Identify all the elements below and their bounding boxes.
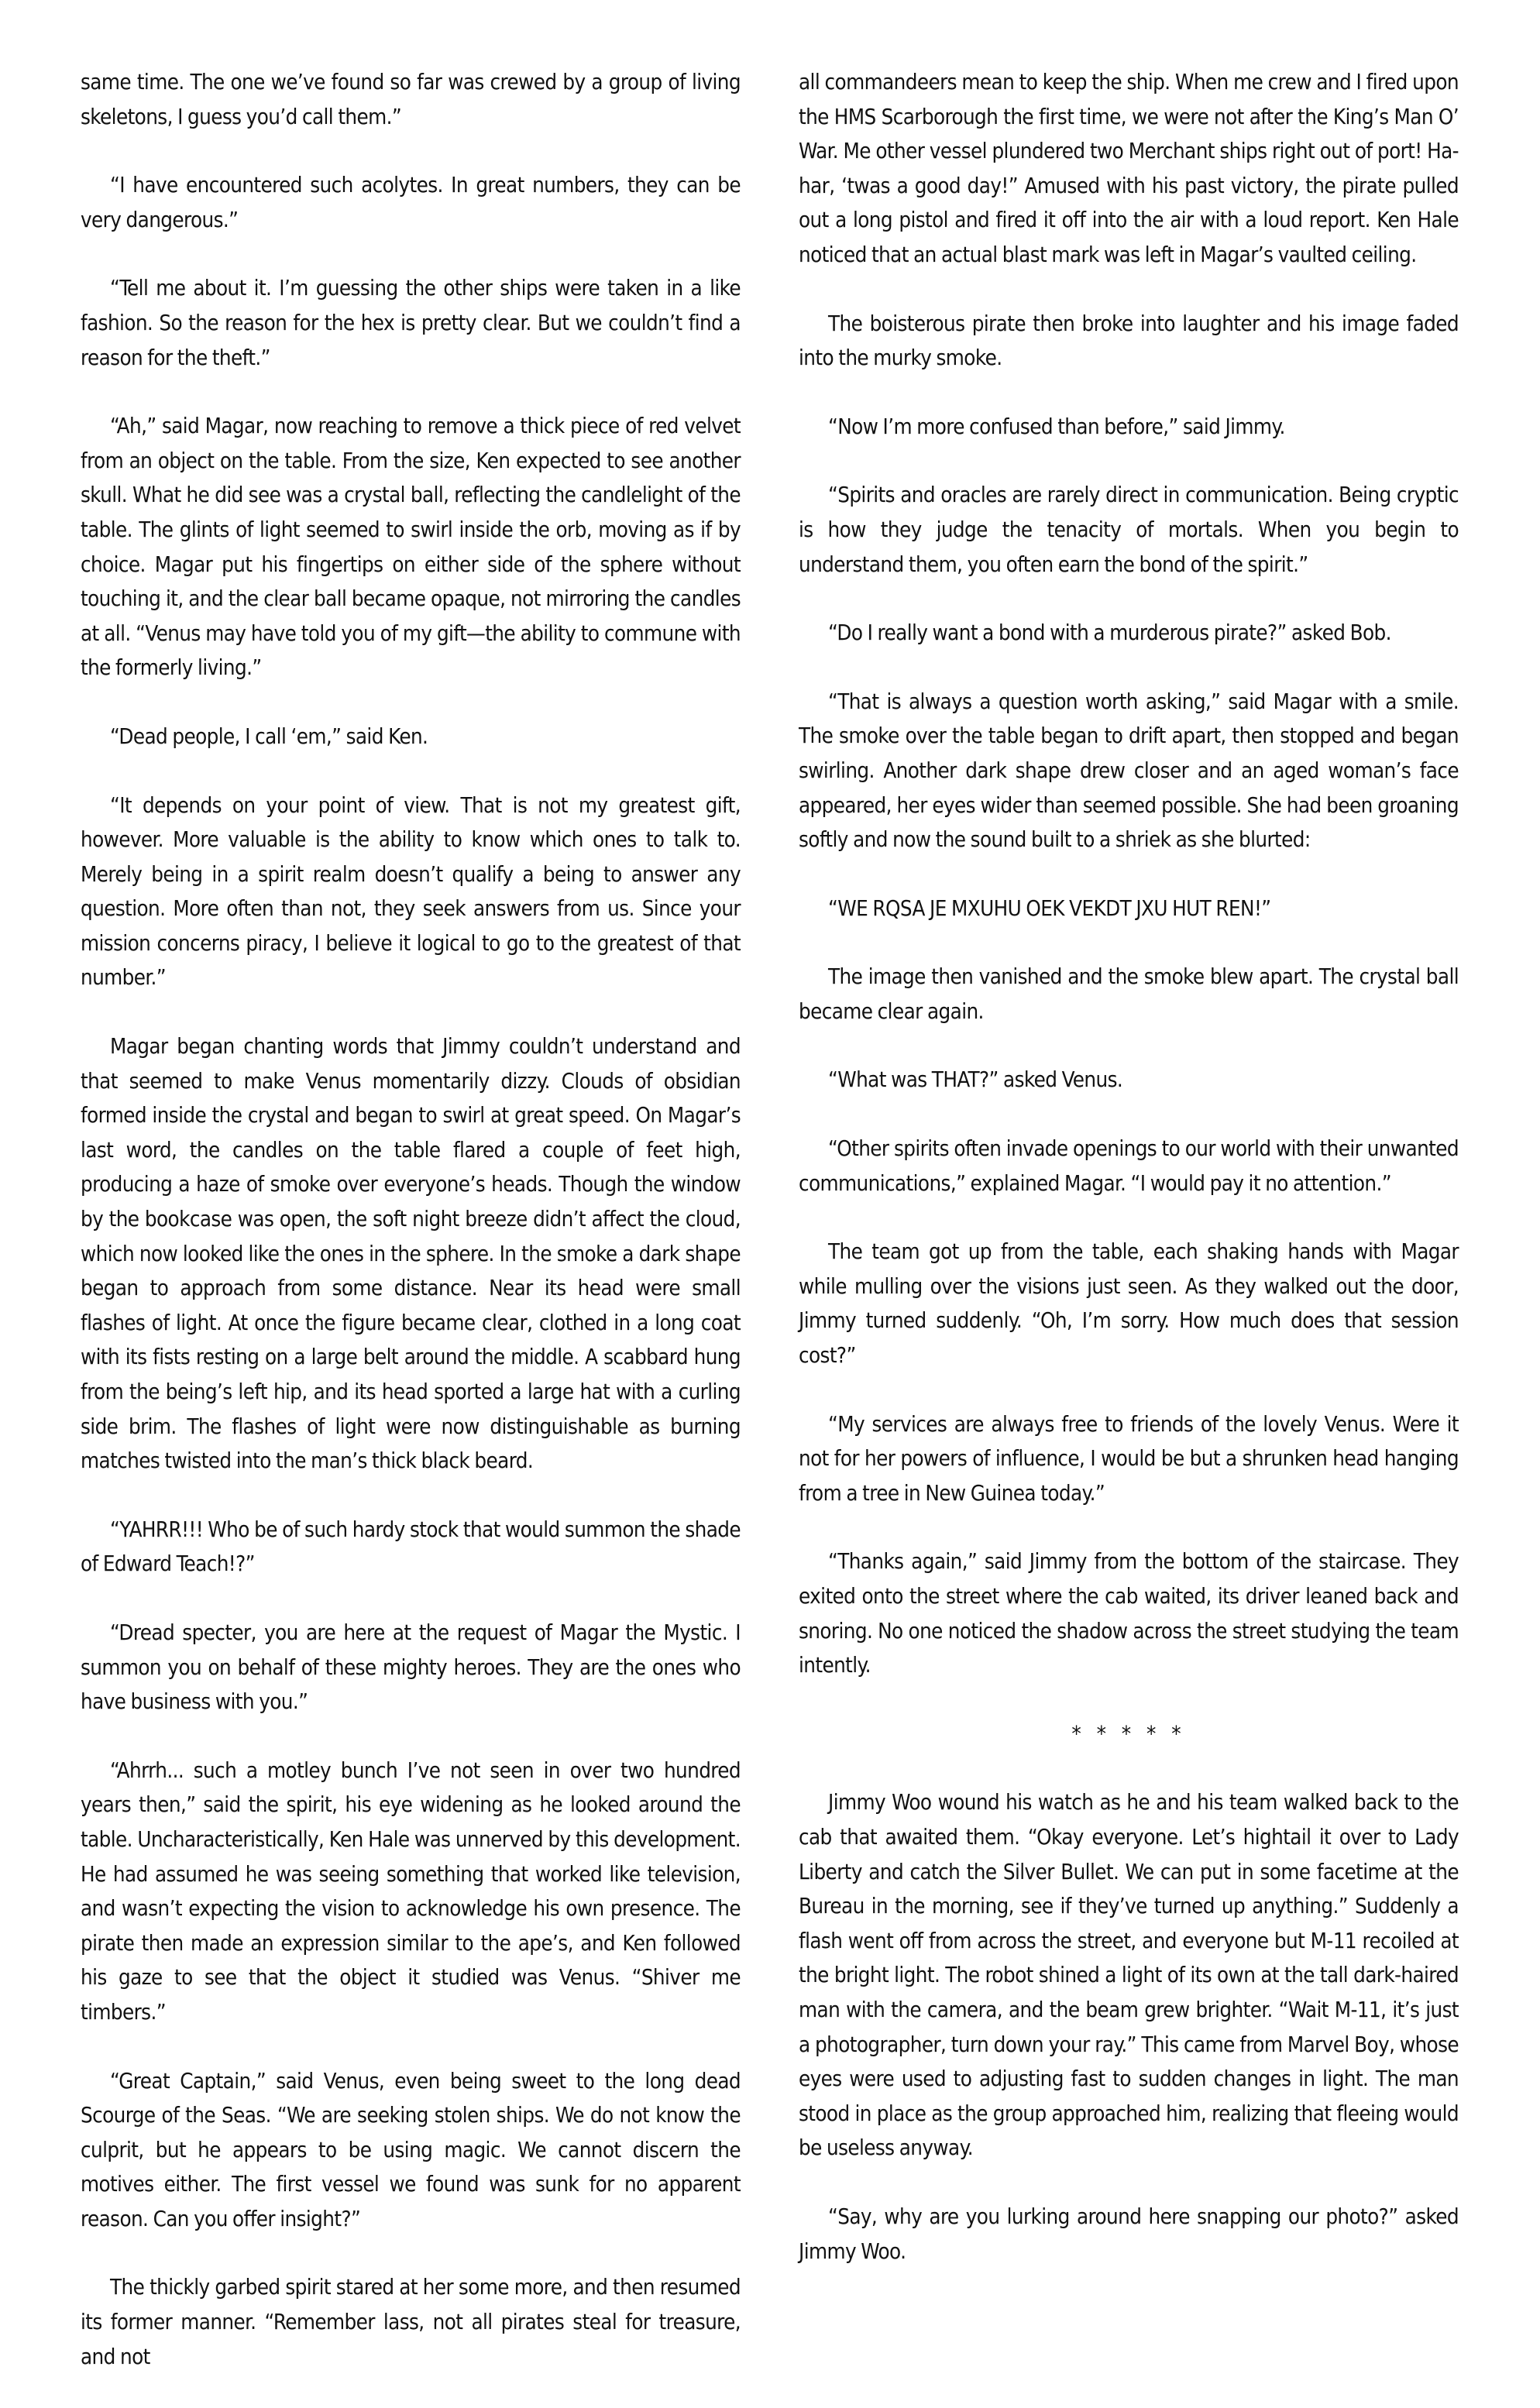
paragraph: “Now I’m more confused than before,” said Jimmy. (828, 414, 1285, 439)
paragraph: “Ah,” said Magar, now reaching to remove a thick piece of red velvet from an object on the table. From the size, Ken expected to see another skull. What he did see was a crystal ball, reflecting the candlelight of the table. The glints of light seemed to swirl inside the orb, moving as if by choice. Magar put his fingertips on either side of the sphere without touching it, and the clear ball became opaque, not mirroring the candles at all. “Venus may have told you of my gift—the ability to commune with the formerly living.” (81, 414, 741, 681)
paragraph: “That is always a question worth asking,” said Magar with a smile. The smoke over the table began to drift apart, then stopped and began swirling. Another dark shape drew closer and an aged woman’s face appeared, her eyes wider than seemed possible. She had been groaning softly and now the sound built to a shriek as she blurted: (799, 689, 1459, 853)
paragraph: “Other spirits often invade openings to our world with their unwanted communications,” explained Magar. “I would pay it no attention.” (799, 1136, 1459, 1196)
scene-break: * * * * * (1071, 1721, 1186, 1747)
paragraph: “Say, why are you lurking around here snapping our photo?” asked Jimmy Woo. (799, 2204, 1459, 2264)
paragraph: “Ahrrh... such a motley bunch I’ve not seen in over two hundred years then,” said the spirit, his eye widening as he looked around the table. Uncharacteristically, Ken Hale was unnerved by this development. He had assumed he was seeing something that worked like television, and wasn’t expecting the vision to acknowledge his own presence. The pirate then made an expression similar to the ape’s, and Ken followed his gaze to see that the object it studied was Venus. “Shiver me timbers.” (81, 1757, 741, 2025)
paragraph: Magar began chanting words that Jimmy couldn’t understand and that seemed to make Venus momentarily dizzy. Clouds of obsidian formed inside the crystal and began to swirl at great speed. On Magar’s last word, the candles on the table flared a couple of feet high, producing a haze of smoke over everyone’s heads. Though the window by the bookcase was open, the soft night breeze didn’t affect the cloud, which now looked like the ones in the sphere. In the smoke a dark shape began to approach from some distance. Near its head were small flashes of light. At once the figure became clear, clothed in a long coat with its fists resting on a large belt around the middle. A scabbard hung from the being’s left hip, and its head sported a large hat with a curling side brim. The flashes of light were now distinguishable as burning matches twisted into the man’s thick black beard. (81, 1034, 741, 1474)
paragraph: same time. The one we’ve found so far was crewed by a group of living skeletons, I guess you’d call them.” (81, 70, 741, 129)
paragraph: “It depends on your point of view. That is not my greatest gift, however. More valuable is the ability to know which ones to talk to. Merely being in a spirit realm doesn’t qualify a being to answer any question. More often than not, they seek answers from us. Since your mission concerns piracy, I believe it logical to go to the greatest of that number.” (81, 792, 741, 991)
paragraph: “Dead people, I call ‘em,” said Ken. (110, 723, 428, 749)
paragraph: “What was THAT?” asked Venus. (828, 1067, 1123, 1093)
paragraph: “Spirits and oracles are rarely direct in communication. Being cryptic is how they judge the tenacity of mortals. When you begin to understand them, you often earn the bond of the spirit.” (799, 483, 1459, 577)
paragraph: The thickly garbed spirit stared at her some more, and then resumed its former manner. “Remember lass, not all pirates steal for treasure, and not (81, 2275, 741, 2369)
paragraph: “YAHRR!!! Who be of such hardy stock that would summon the shade of Edward Teach!?” (81, 1517, 741, 1577)
paragraph: The team got up from the table, each shaking hands with Magar while mulling over the visions just seen. As they walked out the door, Jimmy turned suddenly. “Oh, I’m sorry. How much does that session cost?” (799, 1239, 1459, 1369)
paragraph: “Dread specter, you are here at the request of Magar the Mystic. I summon you on behalf of these mighty heroes. They are the ones who have business with you.” (81, 1620, 741, 1715)
paragraph: “WE RQSA JE MXUHU OEK VEKDT JXU HUT REN!” (828, 895, 1271, 921)
paragraph: all commandeers mean to keep the ship. When me crew and I fired upon the HMS Scarborough the first time, we were not after the King’s Man O’ War. Me other vessel plundered two Merchant ships right out of port! Ha-har, ‘twas a good day!” Amused with his past victory, the pirate pulled out a long pistol and fired it off into the air with a loud report. Ken Hale noticed that an actual blast mark was left in Magar’s vaulted ceiling. (799, 70, 1459, 267)
paragraph: “Do I really want a bond with a murderous pirate?” asked Bob. (828, 620, 1391, 646)
left-column (81, 65, 741, 2408)
paragraph: “Thanks again,” said Jimmy from the bottom of the staircase. They exited onto the street where the cab waited, its driver leaned back and snoring. No one noticed the shadow across the street studying the team intently. (799, 1549, 1459, 1678)
paragraph: The image then vanished and the smoke blew apart. The crystal ball became clear again. (799, 964, 1459, 1024)
paragraph: “Tell me about it. I’m guessing the other ships were taken in a like fashion. So the reason for the hex is pretty clear. But we couldn’t find a reason for the theft.” (81, 276, 741, 370)
right-column (799, 65, 1459, 2303)
paragraph: “My services are always free to friends of the lovely Venus. Were it not for her powers of influence, I would be but a shrunken head hanging from a tree in New Guinea today.” (799, 1411, 1459, 1506)
paragraph: The boisterous pirate then broke into laughter and his image faded into the murky smoke. (799, 311, 1459, 371)
paragraph: “Great Captain,” said Venus, even being sweet to the long dead Scourge of the Seas. “We are seeking stolen ships. We do not know the culprit, but he appears to be using magic. We cannot discern the motives either. The first vessel we found was sunk for no apparent reason. Can you offer insight?” (81, 2068, 741, 2231)
paragraph: Jimmy Woo wound his watch as he and his team walked back to the cab that awaited them. “Okay everyone. Let’s hightail it over to Lady Liberty and catch the Silver Bullet. We can put in some facetime at the Bureau in the morning, see if they’ve turned up anything.” Suddenly a flash went off from across the street, and everyone but M-11 recoiled at the bright light. The robot shined a light of its own at the tall dark-haired man with the camera, and the beam grew brighter. “Wait M-11, it’s just a photographer, turn down your ray.” This came from Marvel Boy, whose eyes were used to adjusting fast to sudden changes in light. The man stood in place as the group approached him, realizing that fleeing would be useless anyway. (799, 1790, 1459, 2161)
paragraph: “I have encountered such acolytes. In great numbers, they can be very dangerous.” (81, 173, 741, 232)
